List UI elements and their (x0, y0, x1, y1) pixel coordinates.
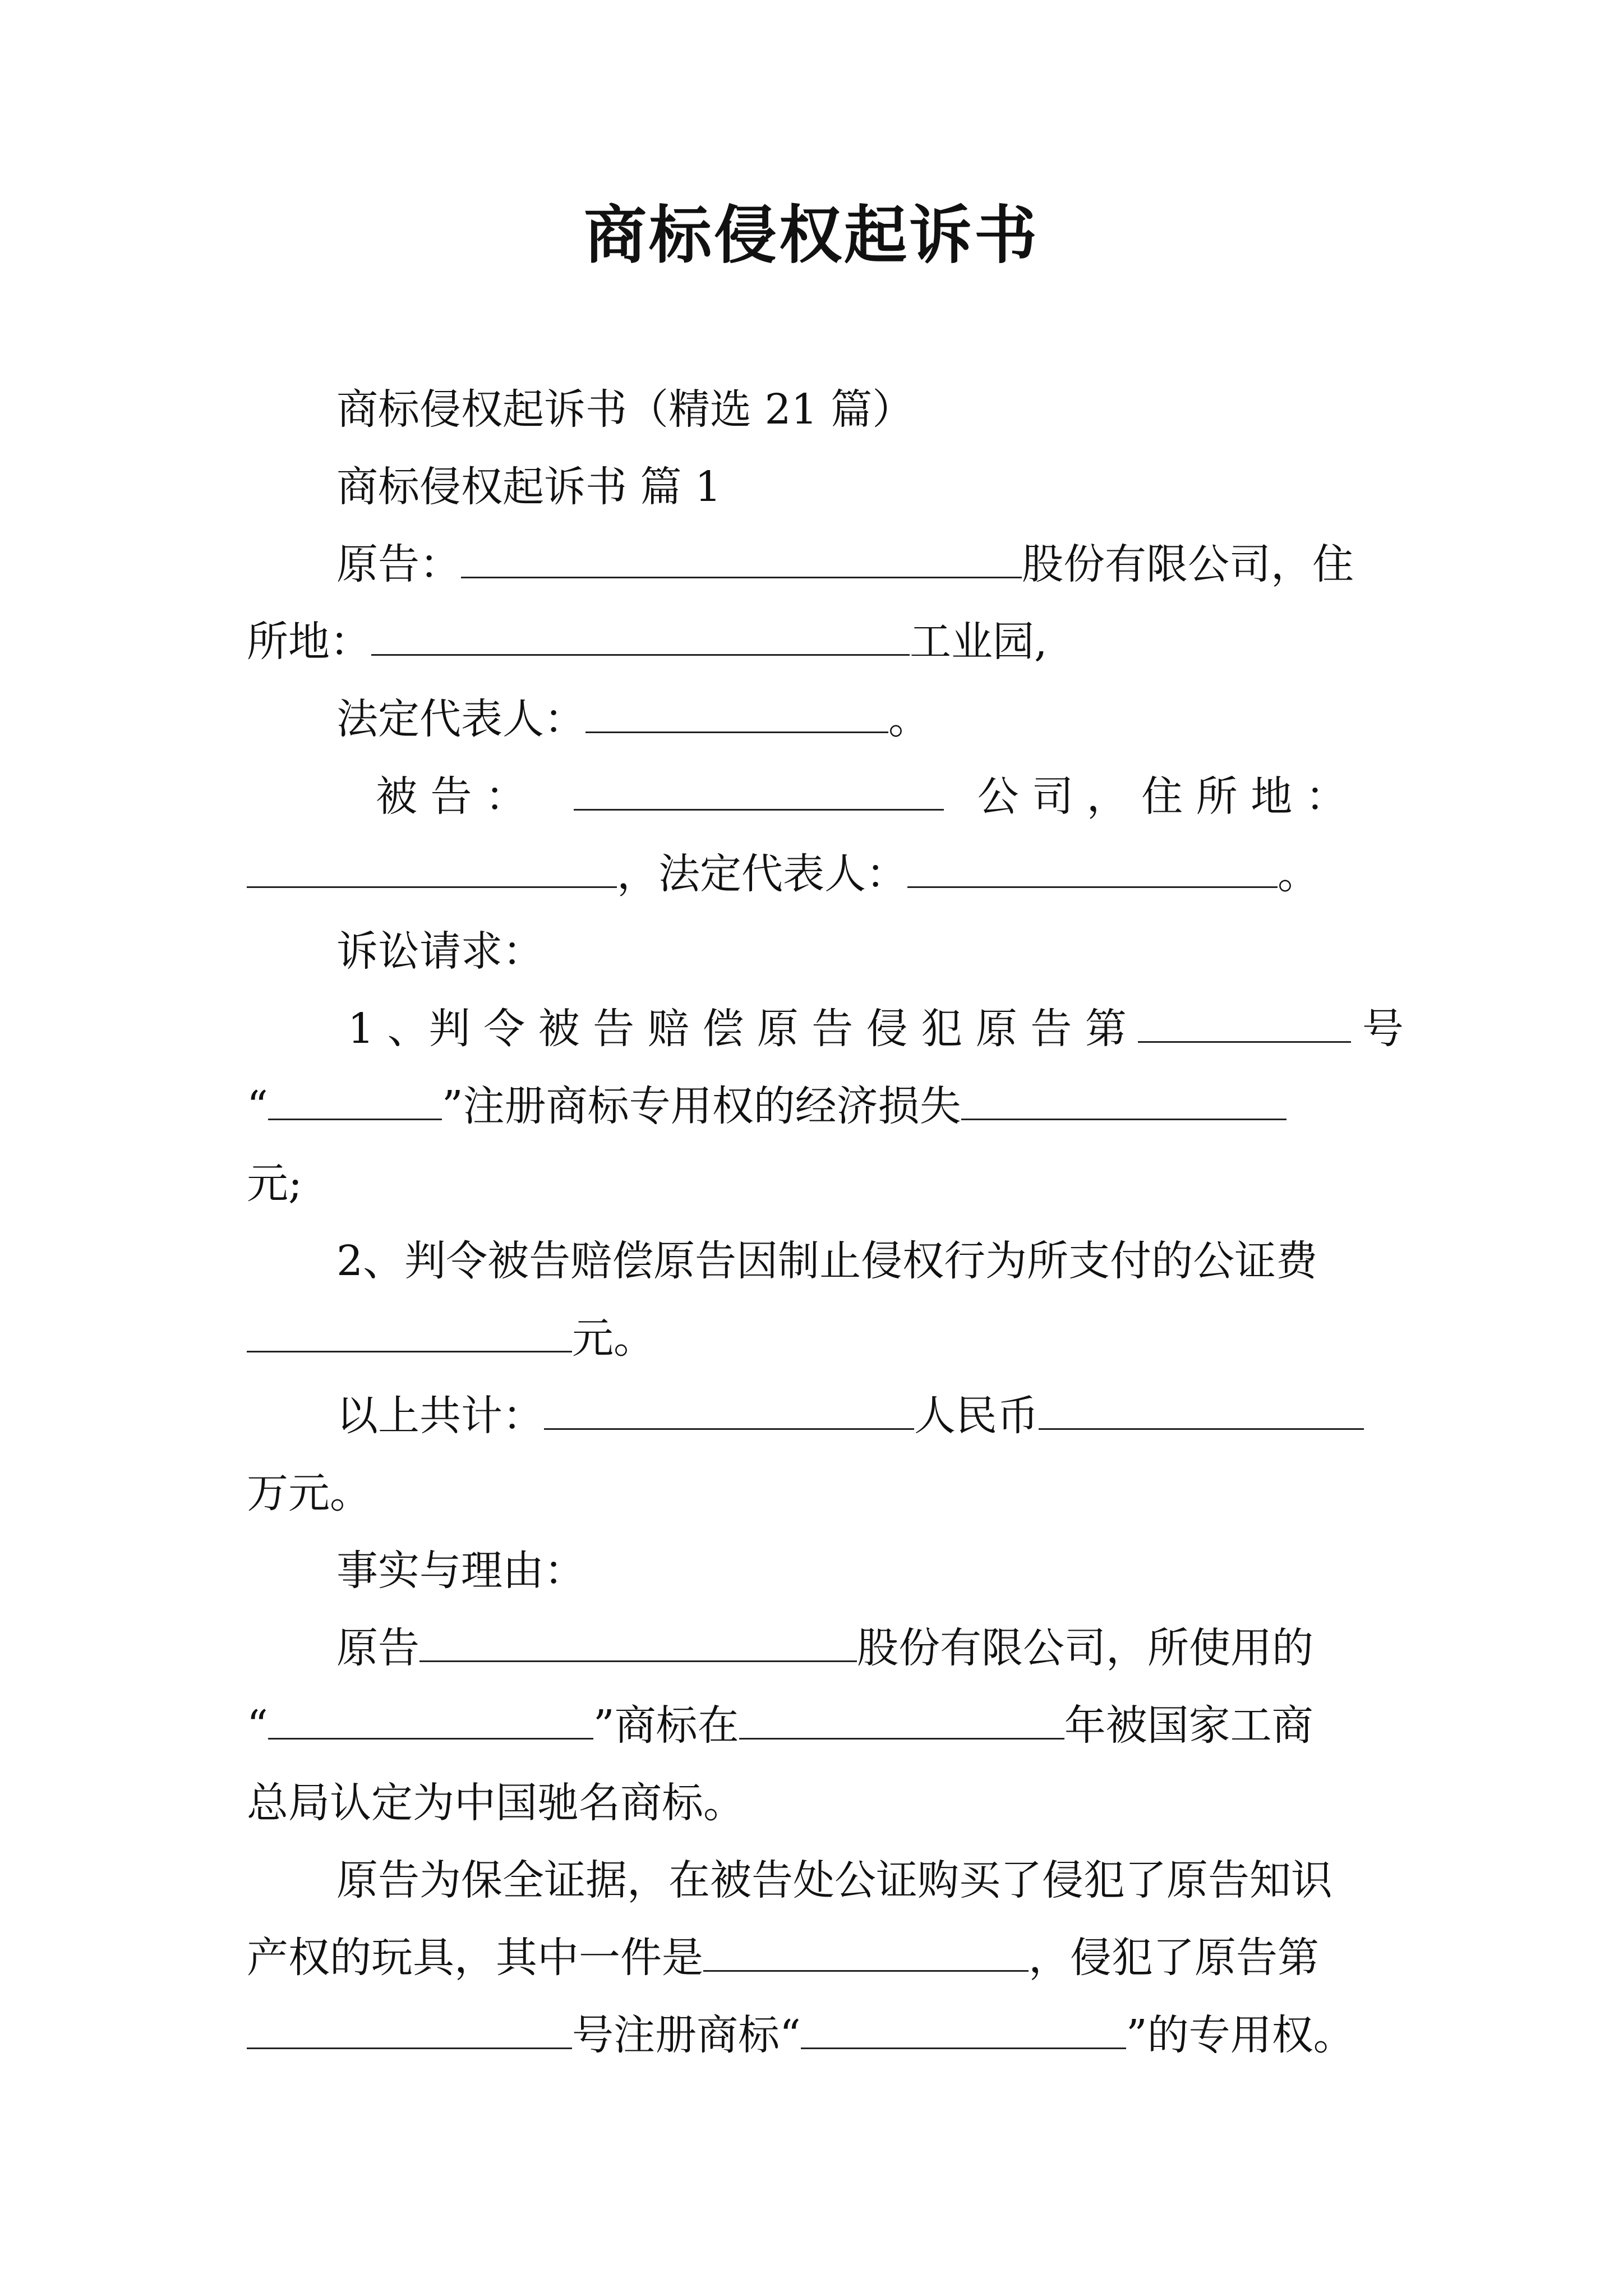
fact1-text-e: 总局认定为中国驰名商标。 (247, 1779, 745, 1827)
plaintiff-line (247, 536, 1391, 592)
section-heading (247, 459, 1391, 515)
fact2-product-blank (703, 1930, 1029, 1972)
defendant-address-blank (247, 846, 617, 888)
legal-rep-label: 法定代表人： (336, 695, 585, 743)
claim1-open-quote: “ (247, 1082, 268, 1130)
claim2-fee-blank (247, 1310, 572, 1352)
defendant-legal-rep-label: ，法定代表人： (617, 850, 907, 898)
fact1-line-2 (247, 1697, 1391, 1754)
total-line (247, 1388, 1391, 1444)
claim1-trademark-number-blank (1138, 1001, 1351, 1043)
fact2-number-blank (247, 2007, 572, 2049)
claim1-loss-amount-blank (961, 1078, 1287, 1120)
fact2-text-b: 产权的玩具，其中一件是 (247, 1934, 703, 1982)
fact2-line-3 (247, 2007, 1391, 2063)
defendant-address-line (247, 846, 1391, 902)
claim2-line (247, 1233, 1391, 1289)
fact1-text-b: 股份有限公司，所使用的 (857, 1624, 1313, 1672)
period-mark: 。 (1278, 850, 1319, 898)
total-label: 以上共计： (336, 1392, 544, 1440)
total-rmb-blank (1039, 1388, 1364, 1430)
fact2-text-d: 号注册商标“ (572, 2011, 801, 2059)
claim1-line-3 (247, 1156, 1391, 1212)
fact2-line (247, 1852, 1391, 1908)
fact2-text-a: 原告为保全证据，在被告处公证购买了侵犯了原告知识 (336, 1856, 1332, 1904)
fact1-line-3 (247, 1775, 1391, 1831)
claim2-line-2 (247, 1310, 1391, 1366)
defendant-label: 被 告 ： (376, 772, 527, 821)
total-unit: 万元。 (247, 1469, 371, 1517)
fact1-company-blank (419, 1620, 857, 1662)
defendant-legal-rep-blank (907, 846, 1278, 888)
fact2-trademark-blank (801, 2007, 1126, 2049)
fact1-text-a: 原告 (336, 1624, 419, 1672)
claim1-number-suffix: 号 (1362, 1005, 1404, 1053)
address-suffix: 工业园, (910, 618, 1048, 666)
claims-heading-text: 诉讼请求： (336, 927, 544, 976)
fact2-text-c: ，侵犯了原告第 (1029, 1934, 1319, 1982)
subtitle-text: 商标侵权起诉书（精选 21 篇） (336, 385, 914, 434)
claim1-unit: 元; (247, 1159, 302, 1208)
plaintiff-company-suffix: 股份有限公司，住 (1022, 540, 1354, 588)
defendant-name-blank (574, 769, 944, 811)
fact1-text-c: ”商标在 (593, 1701, 739, 1750)
fact1-line (247, 1620, 1391, 1676)
plaintiff-label: 原告： (336, 540, 461, 588)
facts-heading-text: 事实与理由： (336, 1547, 585, 1595)
claim1-trademark-name-blank (268, 1078, 442, 1120)
plaintiff-name-blank (461, 536, 1022, 578)
legal-rep-blank (585, 691, 888, 733)
claim2-unit: 元。 (572, 1314, 655, 1363)
defendant-line (247, 769, 1391, 825)
subtitle (247, 381, 1391, 438)
total-line-2 (247, 1465, 1391, 1521)
page-title: 商标侵权起诉书 (584, 199, 1039, 272)
legal-rep-line (247, 691, 1391, 747)
fact1-open-quote: “ (247, 1701, 268, 1750)
claim1-line-2 (247, 1078, 1391, 1134)
address-line (247, 614, 1391, 670)
claims-heading (247, 923, 1391, 979)
address-blank (371, 614, 910, 656)
fact2-line-2 (247, 1930, 1391, 1986)
claim1-text: 1 、判 令 被 告 赔 偿 原 告 侵 犯 原 告 第 (348, 1005, 1127, 1053)
period-mark: 。 (888, 695, 930, 743)
fact1-year-blank (739, 1697, 1064, 1740)
fact1-text-d: 年被国家工商 (1064, 1701, 1313, 1750)
claim1-line (247, 1001, 1404, 1057)
fact1-trademark-blank (268, 1697, 593, 1740)
total-amount-blank (544, 1388, 914, 1430)
section-heading-text: 商标侵权起诉书 篇 1 (336, 463, 722, 511)
fact2-text-e: ”的专用权。 (1126, 2011, 1355, 2059)
claim2-text: 2、判令被告赔偿原告因制止侵权行为所支付的公证费 (336, 1237, 1318, 1285)
address-label: 所地： (247, 618, 371, 666)
facts-heading (247, 1543, 1391, 1599)
claim1-loss-text: ”注册商标专用权的经济损失 (441, 1082, 961, 1130)
defendant-company-suffix: 公 司 ， 住 所 地 ： (977, 772, 1347, 821)
total-currency: 人民币 (914, 1392, 1039, 1440)
